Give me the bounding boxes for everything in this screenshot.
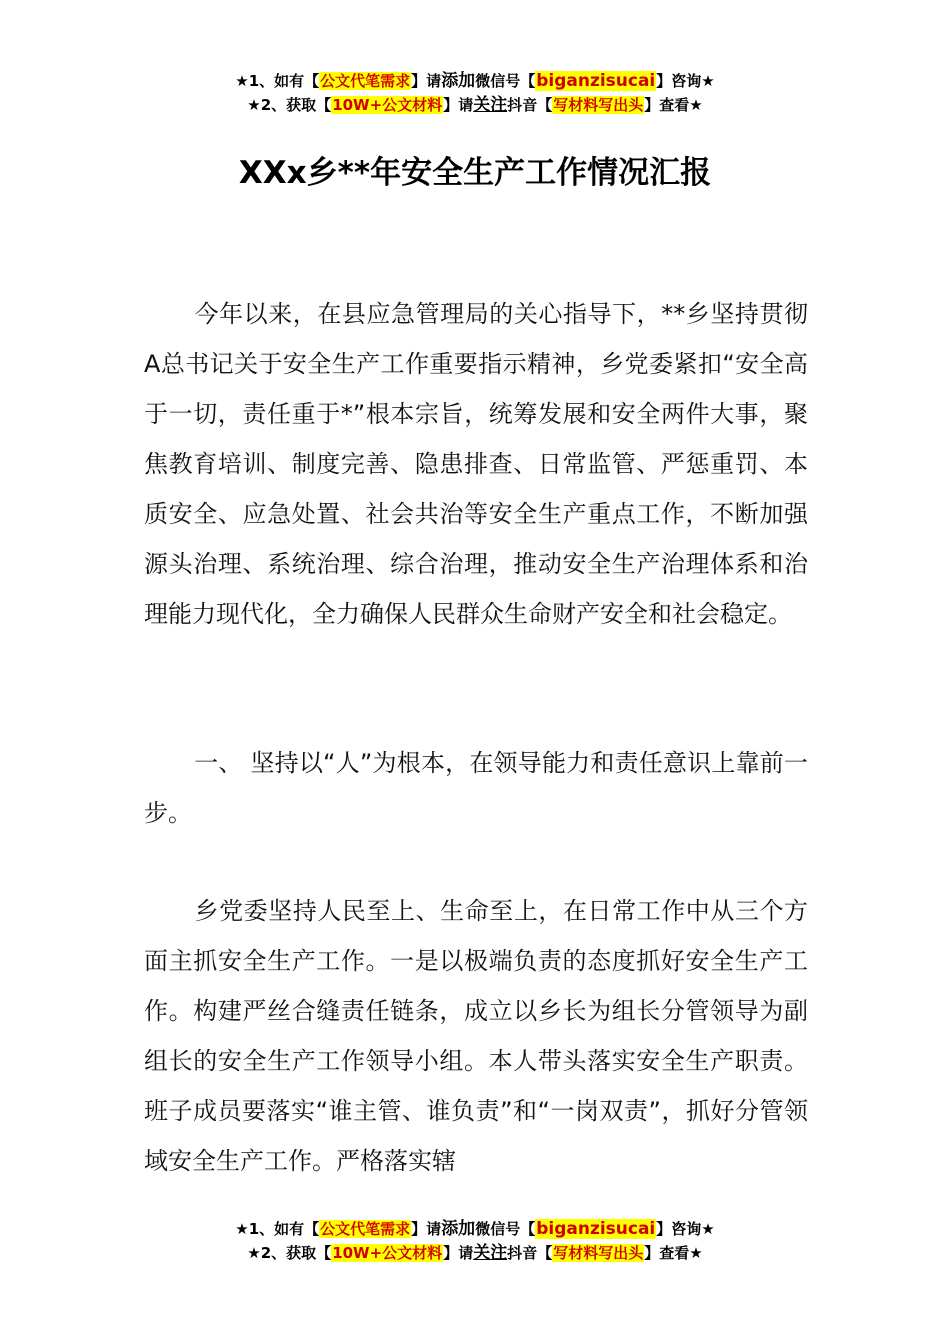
promo-text: 】咨询★ bbox=[656, 1220, 715, 1238]
promo-emphasis: 添加 bbox=[441, 1219, 476, 1239]
promo-footer bbox=[0, 1217, 950, 1265]
promo-highlight: 10W+公文材料 bbox=[332, 96, 443, 114]
promo-text: ★1、如有【 bbox=[235, 72, 320, 90]
promo-text: 】请 bbox=[443, 96, 474, 114]
section-heading-1 bbox=[144, 738, 808, 838]
promo-wechat-id: biganzisucai bbox=[536, 1219, 656, 1239]
promo-text: 抖音【 bbox=[507, 1244, 553, 1262]
promo-text: 】请 bbox=[411, 1220, 442, 1238]
promo-text: ★2、获取【 bbox=[247, 1244, 332, 1262]
promo-line-1 bbox=[0, 69, 950, 93]
promo-emphasis: 关注 bbox=[473, 1243, 508, 1263]
promo-text: 】咨询★ bbox=[656, 72, 715, 90]
document-title: XXx乡**年安全生产工作情况汇报 bbox=[238, 155, 712, 191]
promo-text: 抖音【 bbox=[507, 96, 553, 114]
promo-highlight: 公文代笔需求 bbox=[320, 1220, 411, 1238]
promo-line-1 bbox=[0, 1217, 950, 1241]
promo-highlight: 10W+公文材料 bbox=[332, 1244, 443, 1262]
promo-text: 】查看★ bbox=[644, 1244, 703, 1262]
promo-line-2 bbox=[0, 1241, 950, 1265]
promo-text: 微信号【 bbox=[475, 1220, 536, 1238]
promo-wechat-id: biganzisucai bbox=[536, 71, 656, 91]
promo-text: 】请 bbox=[443, 1244, 474, 1262]
paragraph-text: 乡党委坚持人民至上、生命至上，在日常工作中从三个方面主抓安全生产工作。一是以极端负责的态度抓好安全生产工作。构建严丝合缝责任链条，成立以乡长为组长分管领导为副组长的安全生产工作领导小组。本人带头落实安全生产职责。班子成员要落实“谁主管、谁负责”和“一岗双责”，抓好分管领域安全生产工作。严格落实辖 bbox=[144, 897, 808, 1175]
promo-header bbox=[0, 69, 950, 117]
promo-text: 】查看★ bbox=[644, 96, 703, 114]
promo-text: 微信号【 bbox=[475, 72, 536, 90]
paragraph-section-1 bbox=[144, 886, 808, 1186]
promo-text: 】请 bbox=[411, 72, 442, 90]
promo-emphasis: 添加 bbox=[441, 71, 476, 91]
section-heading-text: 一、 坚持以“人”为根本，在领导能力和责任意识上靠前一步。 bbox=[144, 749, 808, 827]
paragraph-intro bbox=[144, 289, 808, 639]
promo-text: ★1、如有【 bbox=[235, 1220, 320, 1238]
promo-douyin-id: 写材料写出头 bbox=[553, 96, 644, 114]
paragraph-text: 今年以来，在县应急管理局的关心指导下，**乡坚持贯彻A总书记关于安全生产工作重要指示精神，乡党委紧扣“安全高于一切，责任重于*”根本宗旨，统筹发展和安全两件大事，聚焦教育培训、制度完善、隐患排查、日常监管、严惩重罚、本质安全、应急处置、社会共治等安全生产重点工作，不断加强源头治理、系统治理、综合治理，推动安全生产治理体系和治理能力现代化，全力确保人民群众生命财产安全和社会稳定。 bbox=[144, 300, 808, 628]
promo-highlight: 公文代笔需求 bbox=[320, 72, 411, 90]
promo-text: ★2、获取【 bbox=[247, 96, 332, 114]
promo-emphasis: 关注 bbox=[473, 95, 508, 115]
promo-line-2 bbox=[0, 93, 950, 117]
promo-douyin-id: 写材料写出头 bbox=[553, 1244, 644, 1262]
